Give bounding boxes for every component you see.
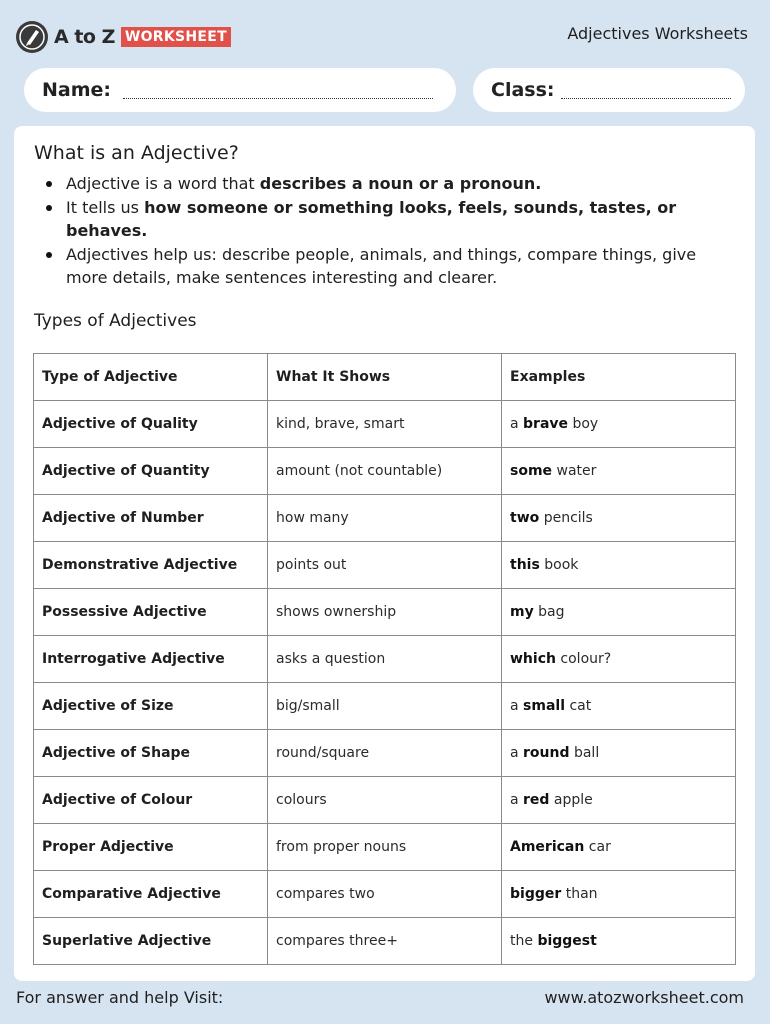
what-it-shows-cell: from proper nouns	[268, 824, 502, 871]
adjective-type-cell: Superlative Adjective	[34, 918, 268, 965]
adjective-type-cell: Adjective of Quality	[34, 401, 268, 448]
column-header: Examples	[502, 354, 736, 401]
what-it-shows-cell: amount (not countable)	[268, 448, 502, 495]
name-input-line[interactable]	[123, 81, 433, 99]
adjective-type-cell: Adjective of Shape	[34, 730, 268, 777]
example-cell: some water	[502, 448, 736, 495]
class-field[interactable]	[473, 68, 745, 112]
example-cell: my bag	[502, 589, 736, 636]
adjective-type-cell: Proper Adjective	[34, 824, 268, 871]
table-row	[34, 871, 736, 918]
table-row	[34, 918, 736, 965]
what-it-shows-cell: points out	[268, 542, 502, 589]
name-field[interactable]	[24, 68, 456, 112]
table-header-row	[34, 354, 736, 401]
example-cell: a small cat	[502, 683, 736, 730]
example-cell: two pencils	[502, 495, 736, 542]
content-card	[14, 126, 755, 981]
name-label: Name:	[42, 79, 112, 101]
table-row	[34, 683, 736, 730]
table-row	[34, 495, 736, 542]
bullet-item: Adjective is a word that describes a noun or a pronoun.	[34, 172, 734, 196]
adjective-type-cell: Interrogative Adjective	[34, 636, 268, 683]
example-cell: a brave boy	[502, 401, 736, 448]
what-it-shows-cell: compares three+	[268, 918, 502, 965]
table-row	[34, 824, 736, 871]
what-it-shows-cell: asks a question	[268, 636, 502, 683]
adjective-type-cell: Comparative Adjective	[34, 871, 268, 918]
example-cell: American car	[502, 824, 736, 871]
example-cell: a round ball	[502, 730, 736, 777]
what-it-shows-cell: how many	[268, 495, 502, 542]
section-title: What is an Adjective?	[34, 142, 239, 164]
adjective-type-cell: Adjective of Number	[34, 495, 268, 542]
what-it-shows-cell: round/square	[268, 730, 502, 777]
table-row	[34, 636, 736, 683]
class-input-line[interactable]	[561, 81, 731, 99]
logo-badge: WORKSHEET	[121, 27, 231, 47]
bullet-item: Adjectives help us: describe people, animals, and things, compare things, give more details, make sentences interesting and clearer.	[34, 243, 734, 290]
class-label: Class:	[491, 79, 555, 101]
example-cell: bigger than	[502, 871, 736, 918]
adjective-type-cell: Adjective of Colour	[34, 777, 268, 824]
table-row	[34, 401, 736, 448]
types-heading: Types of Adjectives	[34, 311, 197, 331]
what-it-shows-cell: big/small	[268, 683, 502, 730]
site-logo[interactable]	[16, 21, 231, 53]
adjective-type-cell: Demonstrative Adjective	[34, 542, 268, 589]
adjective-type-cell: Possessive Adjective	[34, 589, 268, 636]
table-row	[34, 448, 736, 495]
adjective-types-table	[33, 353, 736, 965]
definition-list	[34, 172, 734, 290]
footer-note: For answer and help Visit:	[16, 988, 224, 1007]
what-it-shows-cell: colours	[268, 777, 502, 824]
table-row	[34, 730, 736, 777]
table-row	[34, 589, 736, 636]
example-cell: this book	[502, 542, 736, 589]
logo-text: A to Z	[54, 26, 115, 48]
column-header: What It Shows	[268, 354, 502, 401]
bullet-item: It tells us how someone or something looks, feels, sounds, tastes, or behaves.	[34, 196, 734, 243]
example-cell: which colour?	[502, 636, 736, 683]
header	[0, 0, 770, 70]
column-header: Type of Adjective	[34, 354, 268, 401]
table-row	[34, 777, 736, 824]
what-it-shows-cell: compares two	[268, 871, 502, 918]
example-cell: the biggest	[502, 918, 736, 965]
pen-circle-icon	[16, 21, 48, 53]
footer-website-link[interactable]: www.atozworksheet.com	[544, 988, 744, 1007]
adjective-type-cell: Adjective of Size	[34, 683, 268, 730]
page-title: Adjectives Worksheets	[567, 24, 748, 43]
what-it-shows-cell: kind, brave, smart	[268, 401, 502, 448]
example-cell: a red apple	[502, 777, 736, 824]
adjective-type-cell: Adjective of Quantity	[34, 448, 268, 495]
table-row	[34, 542, 736, 589]
what-it-shows-cell: shows ownership	[268, 589, 502, 636]
